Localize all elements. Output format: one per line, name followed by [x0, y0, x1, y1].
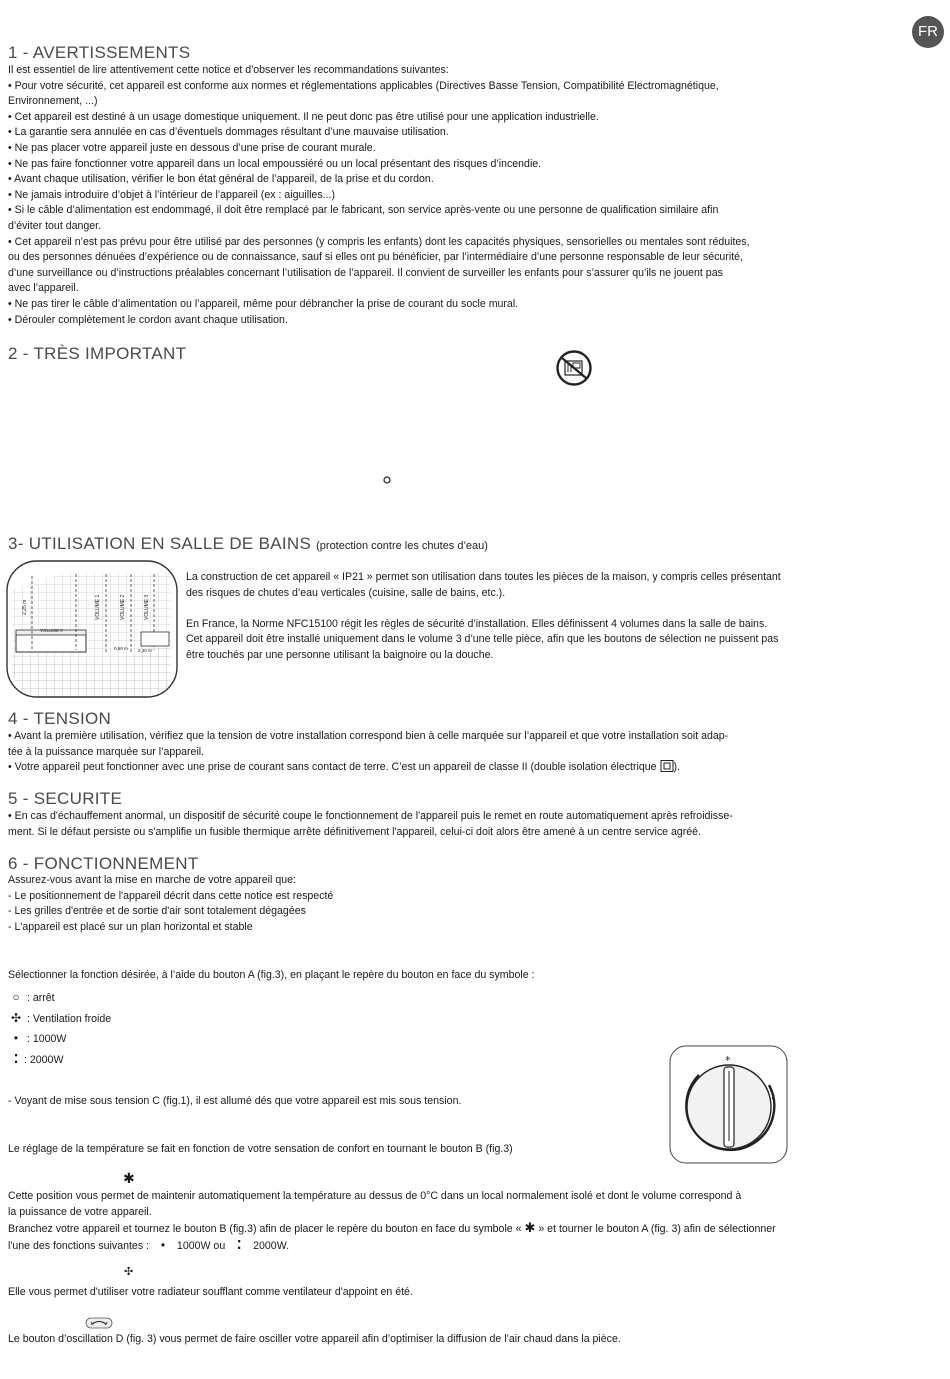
section-6-title: 6 - FONCTIONNEMENT: [8, 854, 199, 873]
branchez-text: Branchez votre appareil et tournez le bouton B (fig.3) afin de placer le repère du bouton en face du symbole «: [8, 1223, 522, 1236]
text-line: Il est essentiel de lire attentivement cette notice et d'observer les recommandations suivantes:: [8, 64, 449, 76]
text-line: avec l’appareil.: [8, 282, 79, 295]
text-line: • Pour votre sécurité, cet appareil est conforme aux normes et réglementations applicables (Directives Basse Tension, Compatibilité Electromagnétique,: [8, 79, 719, 92]
figure-label-volume-3: VOLUME 3: [144, 594, 150, 620]
text-line: • Cet appareil est destiné à un usage domestique uniquement. Il ne peut donc pas être utilisé pour une application industrielle.: [8, 110, 599, 123]
one-dot-icon: •: [13, 1031, 19, 1046]
select-function-text: Sélectionner la fonction désirée, à l’aide du bouton A (fig.3), en plaçant le repère du bouton en face du symbole :: [8, 969, 535, 981]
figure-label-volume-0: VOLUME 0: [40, 628, 63, 633]
text-line: Environnement, ...): [8, 95, 98, 108]
fan-icon: ✣: [10, 1010, 22, 1025]
section-1-body: [8, 63, 943, 328]
text-line: [8, 760, 943, 776]
oscillation-text: Le bouton d’oscillation D (fig. 3) vous permet de faire osciller votre appareil afin d’optimiser la diffusion de l’air chaud dans la pièce.: [8, 1333, 621, 1345]
text-line: tée à la puissance marquée sur l’appareil.: [8, 745, 205, 758]
text-line: • Cet appareil n’est pas prévu pour être utilisé par des personnes (y compris les enfants) dont les capacités physiques, sensorielles ou mentales sont réduites,: [8, 235, 750, 248]
text-line: [8, 1220, 943, 1238]
svg-text:*: *: [725, 1054, 731, 1067]
function-options-list: [8, 988, 111, 1070]
voyant-text: - Voyant de mise sous tension C (fig.1), il est allumé dés que votre appareil est mis sous tension.: [8, 1095, 462, 1107]
control-knob-figure: [669, 1045, 789, 1165]
blank-line: [186, 601, 941, 617]
text-line: • Avant la première utilisation, vérifiez que la tension de votre installation correspond bien à celle marquée sur l’appareil et que votre installation soit adap-: [8, 730, 729, 742]
text-line: • En cas d'échauffement anormal, un dispositif de sécurité coupe le fonctionnement de l'appareil puis le remet en route automatiquement après refroidisse-: [8, 810, 733, 822]
text-line: Cet appareil doit être installé uniquement dans le volume 3 d’une telle pièce, afin que les boutons de sélection ne puissent pas: [186, 633, 779, 646]
text-line: être touchés par une personne utilisant la baignoire ou la douche.: [186, 648, 494, 661]
text-line: d’éviter tout danger.: [8, 219, 102, 232]
language-badge: FR: [912, 16, 944, 48]
fan-summer-text: Elle vous permet d'utiliser votre radiateur soufflant comme ventilateur d'appoint en été.: [8, 1286, 413, 1298]
section-5-title: 5 - SECURITE: [8, 789, 123, 808]
frost-icon: ✱: [123, 1170, 135, 1186]
oscillation-icon: [85, 1317, 113, 1329]
branchez-text-4: 1000W ou: [176, 1239, 226, 1252]
text-line: • La garantie sera annulée en cas d’éventuels dommages résultant d’une mauvaise utilisation.: [8, 126, 449, 139]
small-circle-icon: [382, 475, 392, 485]
text-line: • Si le câble d’alimentation est endommagé, il doit être remplacé par le fabricant, son service après-vente ou une personne de qualification similaire afin: [8, 204, 719, 217]
text-line: • Ne pas faire fonctionner votre appareil dans un local empoussiéré ou un local présentant des risques d’incendie.: [8, 157, 542, 170]
text-line: la puissance de votre appareil.: [8, 1205, 152, 1218]
text-line: • Avant chaque utilisation, vérifier le bon état général de l’appareil, de la prise et du cordon.: [8, 173, 434, 186]
figure-label-240: 2,40 m: [138, 648, 152, 653]
section-4-body: [8, 729, 943, 776]
svg-text:°: °: [771, 1096, 775, 1105]
text-line: d’une surveillance ou d’instructions préalables concernant l’utilisation de l’appareil. Il convient de surveiller les enfants pour s’assurer qu’ils ne jouent pas: [8, 266, 723, 279]
one-dot-icon: •: [160, 1237, 166, 1252]
section-1-title: 1 - AVERTISSEMENTS: [8, 43, 191, 62]
bathroom-volumes-figure: [6, 560, 178, 698]
section-6-checklist: [8, 873, 943, 935]
option-label: : Ventilation froide: [26, 1012, 112, 1025]
section-3-subtitle: (protection contre les chutes d’eau): [316, 540, 488, 552]
two-dots-icon: ⁚: [13, 1051, 19, 1066]
option-off: [8, 988, 111, 1009]
option-label: : arrêt: [26, 992, 55, 1004]
figure-label-height: 2,25 m: [22, 599, 28, 615]
option-2000w: [8, 1050, 111, 1071]
off-circle-icon: ○: [12, 990, 20, 1004]
temperature-text: Le réglage de la température se fait en fonction de votre sensation de confort en tournant le bouton B (fig.3): [8, 1143, 513, 1155]
text-line: [8, 1238, 943, 1255]
branchez-text-2: » et tourner le bouton A (fig. 3) afin de sélectionner: [538, 1223, 776, 1236]
text-line: - Le positionnement de l'appareil décrit dans cette notice est respecté: [8, 889, 334, 902]
branchez-text-3: l'une des fonctions suivantes :: [8, 1239, 150, 1252]
two-dots-icon: ⁚: [236, 1237, 242, 1252]
section-3-body: [186, 570, 941, 664]
text-line: En France, la Norme NFC15100 régit les règles de sécurité d’installation. Elles définissent 4 volumes dans la salle de bains.: [186, 617, 768, 630]
do-not-cover-icon: [555, 349, 593, 387]
frost-inline-icon: ✱: [524, 1220, 536, 1236]
text-line: Assurez-vous avant la mise en marche de votre appareil que:: [8, 874, 296, 886]
class-ii-text: • Votre appareil peut fonctionner avec une prise de courant sans contact de terre. C’est un appareil de classe II (double isolation électrique: [8, 761, 657, 774]
section-2-title: 2 - TRÈS IMPORTANT: [8, 344, 187, 363]
text-line: ou des personnes dénuées d’expérience ou de connaissance, sauf si elles ont pu bénéficier, par l’intermédiaire d’une personne responsable de leur sécurité,: [8, 251, 743, 264]
section-4-title: 4 - TENSION: [8, 709, 112, 728]
option-1000w: [8, 1029, 111, 1050]
option-label: : 1000W: [26, 1033, 67, 1046]
figure-label-060: 0,60 m: [114, 646, 128, 651]
text-line: - Les grilles d'entrée et de sortie d'air sont totalement dégagées: [8, 905, 306, 918]
text-line: des risques de chutes d’eau verticales (cuisine, salle de bains, etc.).: [186, 586, 506, 599]
section-3-title-text: 3- UTILISATION EN SALLE DE BAINS: [8, 534, 312, 553]
section-3-title: [8, 534, 488, 554]
text-line: Cette position vous permet de maintenir automatiquement la température au dessus de 0°C dans un local normalement isolé et dont le volume correspond à: [8, 1190, 742, 1202]
option-label: : 2000W: [24, 1053, 64, 1066]
text-line: • Ne pas tirer le câble d’alimentation ou l’appareil, même pour débrancher la prise de courant du socle mural.: [8, 297, 519, 310]
frost-protection-body: [8, 1189, 943, 1254]
figure-label-volume-1: VOLUME 1: [95, 594, 101, 620]
fan-icon: ✣: [124, 1266, 134, 1278]
text-line: • Ne jamais introduire d’objet à l’intérieur de l’appareil (ex : aiguilles...): [8, 188, 335, 201]
text-line: ment. Si le défaut persiste ou s'amplifie un fusible thermique arrête définitivement l'appareil, celui-ci doit alors être amené à un centre service agréé.: [8, 825, 701, 838]
option-fan: [8, 1009, 111, 1030]
section-5-body: [8, 809, 943, 840]
text-line: • Dérouler complètement le cordon avant chaque utilisation.: [8, 313, 288, 326]
branchez-text-5: 2000W.: [253, 1239, 290, 1252]
class-ii-icon: [660, 760, 674, 772]
text-line: • Ne pas placer votre appareil juste en dessous d’une prise de courant murale.: [8, 141, 376, 154]
text-line: - L'appareil est placé sur un plan horizontal et stable: [8, 920, 253, 933]
figure-label-volume-2: VOLUME 2: [120, 594, 126, 620]
class-ii-text-end: ).: [673, 761, 680, 774]
text-line: La construction de cet appareil « IP21 » permet son utilisation dans toutes les pièces de la maison, y compris celles présentant: [186, 571, 781, 583]
